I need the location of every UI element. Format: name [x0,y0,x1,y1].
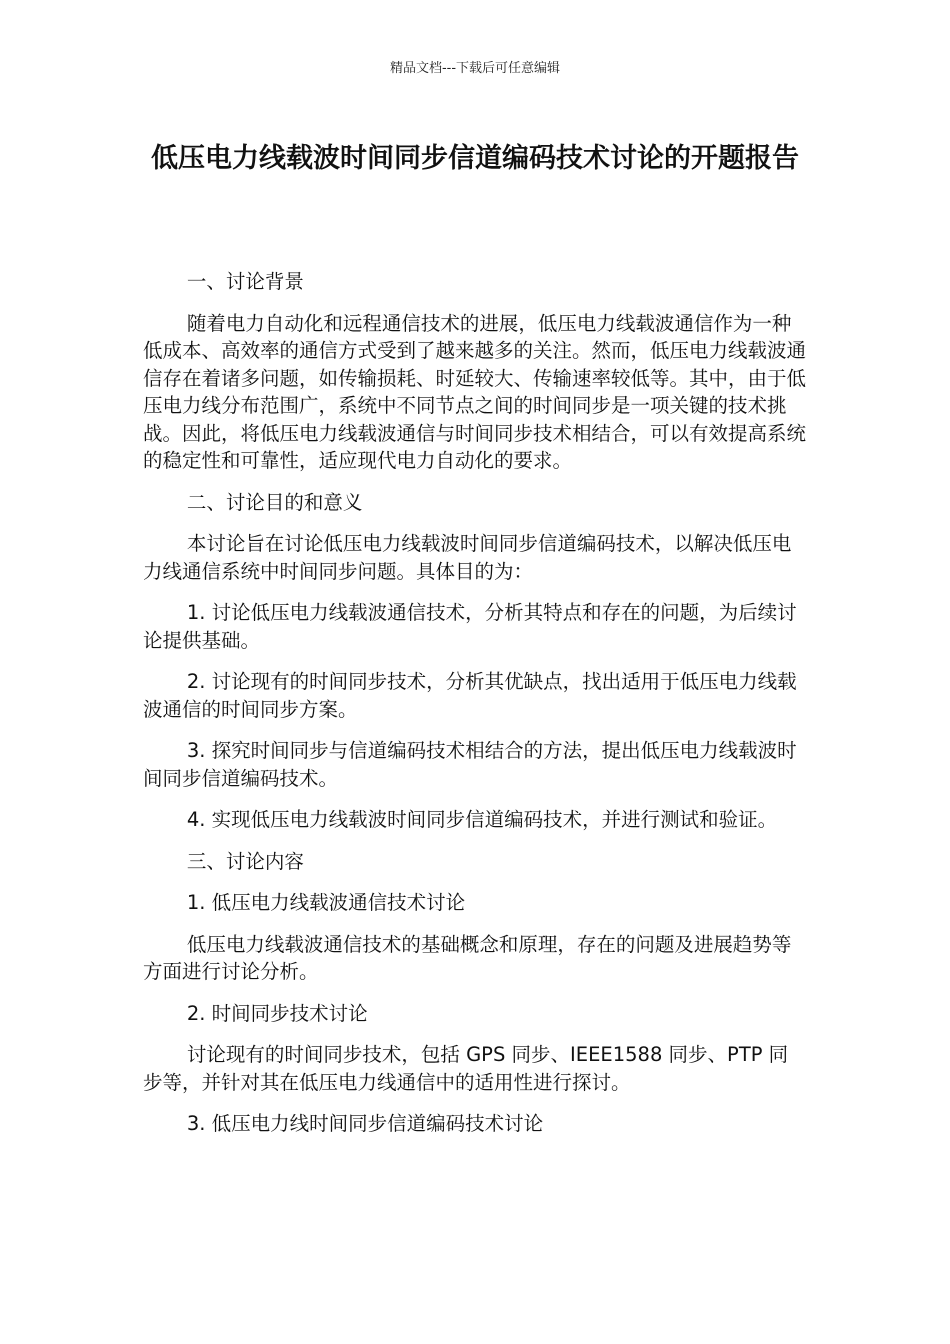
list-item-purpose-4: 4. 实现低压电力线载波时间同步信道编码技术，并进行测试和验证。 [186,808,778,831]
paragraph-content-2: 讨论现有的时间同步技术，包括 GPS 同步、IEEE1588 同步、PTP 同步等，并针对其在低压电力线通信中的适用性进行探讨。 [143,1043,789,1094]
paragraph-purpose-intro: 本讨论旨在讨论低压电力线载波时间同步信道编码技术，以解决低压电力线通信系统中时间同步问题。具体目的为： [143,532,792,583]
section-heading-background: 一、讨论背景 [186,270,304,293]
document-title: 低压电力线载波时间同步信道编码技术讨论的开题报告 [151,143,799,174]
header-note: 精品文档---下载后可任意编辑 [389,61,561,76]
document-body [143,268,807,1152]
list-item-purpose-3: 3. 探究时间同步与信道编码技术相结合的方法，提出低压电力线载波时间同步信道编码技术。 [143,739,797,790]
list-item-purpose-2: 2. 讨论现有的时间同步技术，分析其优缺点，找出适用于低压电力线载波通信的时间同步方案。 [143,670,797,721]
subheading-content-2: 2. 时间同步技术讨论 [186,1001,368,1025]
list-item-purpose-1: 1. 讨论低压电力线载波通信技术，分析其特点和存在的问题，为后续讨论提供基础。 [143,601,797,652]
section-heading-purpose: 二、讨论目的和意义 [186,490,363,514]
paragraph-background: 随着电力自动化和远程通信技术的进展，低压电力线载波通信作为一种低成本、高效率的通信方式受到了越来越多的关注。然而，低压电力线载波通信存在着诸多问题，如传输损耗、时延较大、传输速率较低等。其中，由于低压电力线分布范围广，系统中不同节点之间的时间同步是一项关键的技术挑战。因此，将低压电力线载波通信与时间同步技术相结合，可以有效提高系统的稳定性和可靠性，适应现代电力自动化的要求。 [143,311,807,472]
subheading-content-1: 1. 低压电力线载波通信技术讨论 [186,891,466,914]
paragraph-content-1: 低压电力线载波通信技术的基础概念和原理，存在的问题及进展趋势等方面进行讨论分析。 [143,932,792,983]
subheading-content-3: 3. 低压电力线时间同步信道编码技术讨论 [186,1112,544,1135]
section-heading-content: 三、讨论内容 [186,849,304,873]
